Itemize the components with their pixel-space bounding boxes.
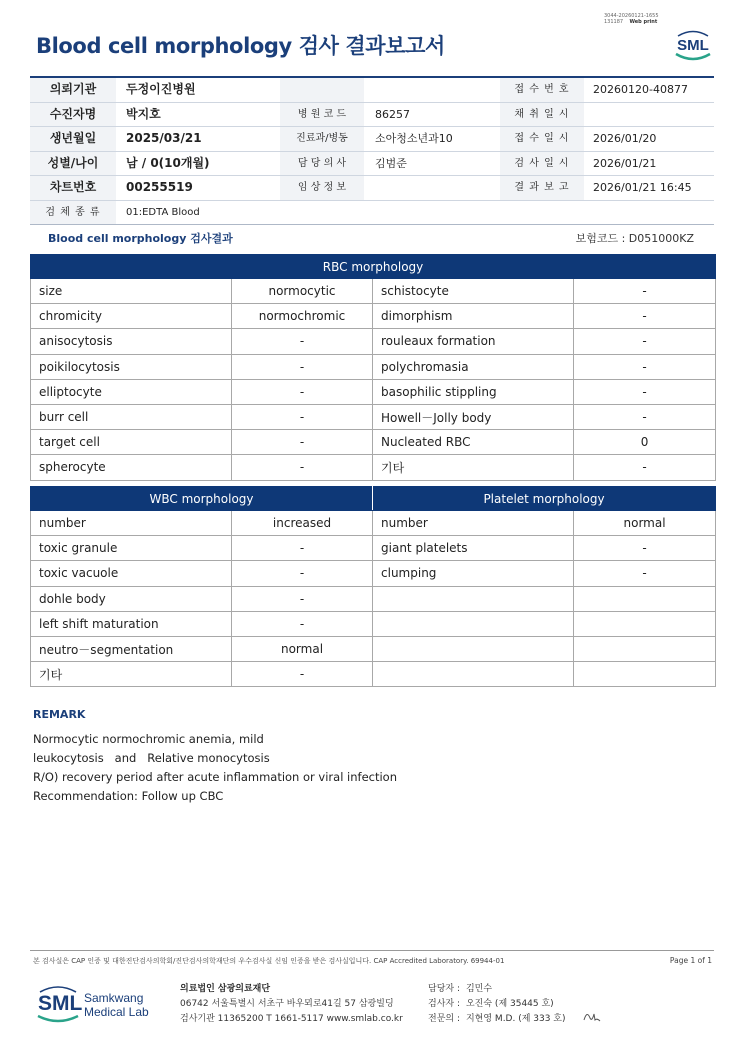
item-value: -	[574, 536, 716, 561]
item-name	[373, 586, 574, 611]
specimen-row	[30, 201, 714, 226]
item-name: polychromasia	[373, 354, 574, 379]
info-label: 진료과/병동	[280, 127, 364, 151]
item-name: target cell	[31, 430, 232, 455]
table-row	[31, 455, 716, 480]
accreditation-note: 본 검사실은 CAP 인증 및 대한진단검사의학회/진단검사의학재단의 우수검사실 신임 인증을 받은 검사실입니다. CAP Accredited Laboratory. 69944-01	[33, 957, 505, 965]
info-value: 00255519	[126, 180, 193, 194]
info-value: 2026/01/21	[593, 156, 657, 170]
item-value	[574, 611, 716, 636]
item-name: dimorphism	[373, 304, 574, 329]
web-print-label: Web print	[629, 19, 658, 25]
patient-info-table	[30, 76, 714, 225]
section-title: Blood cell morphology 검사결과	[48, 232, 233, 245]
item-value: -	[574, 455, 716, 480]
info-label: 의뢰기관	[30, 78, 116, 102]
staff-line	[428, 981, 492, 994]
info-label: 임 상 정 보	[280, 176, 364, 200]
rbc-header: RBC morphology	[31, 255, 716, 279]
info-value: 소아청소년과10	[375, 132, 453, 145]
info-label: 채 취 일 시	[500, 103, 584, 127]
item-value: -	[232, 404, 373, 429]
table-row	[31, 662, 716, 687]
remark-line: R/O) recovery period after acute inflammation or viral infection	[33, 770, 398, 784]
item-name: Nucleated RBC	[373, 430, 574, 455]
item-value	[574, 636, 716, 661]
table-row	[31, 354, 716, 379]
item-name: rouleaux formation	[373, 329, 574, 354]
staff-role: 전문의 :	[428, 1014, 460, 1024]
org-name: 의료법인 삼광의료재단	[180, 984, 271, 994]
staff-name: 지현영 M.D. (제 333 호)	[465, 1014, 566, 1024]
info-value: 박지호	[126, 106, 161, 121]
item-name: spherocyte	[31, 455, 232, 480]
table-row	[31, 329, 716, 354]
footer-divider	[30, 950, 714, 951]
item-value: -	[232, 455, 373, 480]
item-value: -	[232, 586, 373, 611]
report-title: Blood cell morphology 검사 결과보고서	[36, 34, 445, 58]
platelet-header: Platelet morphology	[373, 487, 716, 511]
info-value: 김범준	[375, 156, 407, 170]
item-name: chromicity	[31, 304, 232, 329]
remark-line: Recommendation: Follow up CBC	[33, 789, 224, 803]
item-value: -	[232, 430, 373, 455]
item-value: normal	[232, 636, 373, 661]
item-value: -	[232, 354, 373, 379]
item-value: normocytic	[232, 279, 373, 304]
item-name	[373, 636, 574, 661]
print-code-line2: 131187	[604, 19, 624, 25]
item-value: -	[574, 354, 716, 379]
signature-icon	[582, 1008, 602, 1024]
wbc-platelet-table	[30, 486, 716, 687]
item-name: left shift maturation	[31, 611, 232, 636]
info-label: 성별/나이	[30, 152, 116, 176]
item-name: dohle body	[31, 586, 232, 611]
info-label: 접 수 번 호	[500, 78, 584, 102]
item-value: -	[232, 536, 373, 561]
item-value: -	[232, 611, 373, 636]
rbc-morphology-table	[30, 254, 716, 481]
info-label: 담 당 의 사	[280, 152, 364, 176]
info-value: 86257	[375, 107, 410, 121]
item-value: -	[574, 404, 716, 429]
info-row	[30, 127, 714, 152]
item-name: number	[31, 511, 232, 536]
item-name: toxic granule	[31, 536, 232, 561]
item-name: number	[373, 511, 574, 536]
table-row	[31, 304, 716, 329]
staff-role: 검사자 :	[428, 999, 460, 1009]
print-code	[604, 13, 659, 25]
footer-logo-text: SML	[38, 992, 83, 1015]
info-value: 2026/01/20	[593, 132, 657, 145]
staff-name: 김민수	[465, 984, 493, 994]
table-row	[31, 430, 716, 455]
item-value: increased	[232, 511, 373, 536]
table-row	[31, 511, 716, 536]
remark-title: REMARK	[33, 708, 86, 721]
info-label: 차트번호	[30, 176, 116, 200]
item-value: -	[574, 304, 716, 329]
table-row	[31, 379, 716, 404]
staff-line	[428, 996, 554, 1009]
item-name: anisocytosis	[31, 329, 232, 354]
table-row	[31, 611, 716, 636]
info-row	[30, 78, 714, 103]
info-label	[280, 78, 364, 102]
item-value: -	[574, 561, 716, 586]
insurance-code: 보험코드 : D051000KZ	[575, 232, 694, 245]
item-name: giant platelets	[373, 536, 574, 561]
table-row	[31, 536, 716, 561]
table-row	[31, 404, 716, 429]
remark-line: Normocytic normochromic anemia, mild	[33, 732, 264, 746]
item-value: -	[574, 329, 716, 354]
footer-logo-name2: Medical Lab	[84, 1005, 149, 1019]
info-label: 접 수 일 시	[500, 127, 584, 151]
item-value: -	[574, 379, 716, 404]
item-name: burr cell	[31, 404, 232, 429]
specimen-label: 검 체 종 류	[30, 201, 116, 225]
staff-name: 오진숙 (제 35445 호)	[465, 999, 554, 1009]
item-name: schistocyte	[373, 279, 574, 304]
item-name: size	[31, 279, 232, 304]
table-row	[31, 561, 716, 586]
info-label: 결 과 보 고	[500, 176, 584, 200]
item-value: -	[232, 329, 373, 354]
info-row	[30, 152, 714, 177]
staff-line	[428, 1011, 566, 1024]
info-row	[30, 103, 714, 128]
item-value	[574, 586, 716, 611]
info-value: 2025/03/21	[126, 131, 202, 145]
table-row	[31, 586, 716, 611]
info-label: 병 원 코 드	[280, 103, 364, 127]
item-name	[373, 611, 574, 636]
item-name: clumping	[373, 561, 574, 586]
item-name: elliptocyte	[31, 379, 232, 404]
samkwang-logo-icon	[36, 980, 156, 1026]
staff-role: 담당자 :	[428, 984, 460, 994]
sml-logo-text: SML	[677, 37, 709, 54]
item-value	[574, 662, 716, 687]
table-row	[31, 279, 716, 304]
item-value: -	[232, 561, 373, 586]
item-value: -	[232, 662, 373, 687]
sml-logo-icon	[672, 26, 714, 64]
org-address: 06742 서울특별시 서초구 바우뫼로41길 57 삼광빌딩	[180, 999, 394, 1009]
info-value: 남 / 0(10개월)	[126, 155, 210, 170]
info-row	[30, 176, 714, 201]
info-value: 두정이진병원	[126, 82, 196, 96]
info-value: 2026/01/21 16:45	[593, 181, 692, 194]
wbc-header: WBC morphology	[31, 487, 373, 511]
item-name: Howell－Jolly body	[373, 404, 574, 429]
item-value: normal	[574, 511, 716, 536]
item-name: 기타	[31, 662, 232, 687]
item-value: 0	[574, 430, 716, 455]
footer-logo-name1: Samkwang	[84, 991, 144, 1005]
item-name: 기타	[373, 455, 574, 480]
remark-line: leukocytosis and Relative monocytosis	[33, 751, 270, 765]
info-label: 수진자명	[30, 103, 116, 127]
item-name	[373, 662, 574, 687]
info-label: 생년월일	[30, 127, 116, 151]
page-number: Page 1 of 1	[669, 956, 712, 965]
info-value: 20260120-40877	[593, 83, 688, 96]
item-value: normochromic	[232, 304, 373, 329]
item-name: poikilocytosis	[31, 354, 232, 379]
info-label: 검 사 일 시	[500, 152, 584, 176]
item-value: -	[232, 379, 373, 404]
specimen-value: 01:EDTA Blood	[126, 206, 200, 218]
item-name: toxic vacuole	[31, 561, 232, 586]
remark-text	[33, 730, 397, 806]
item-name: neutro－segmentation	[31, 636, 232, 661]
print-code-line1: 3044-20260121-1655	[604, 13, 659, 19]
item-name: basophilic stippling	[373, 379, 574, 404]
table-row	[31, 636, 716, 661]
item-value: -	[574, 279, 716, 304]
org-contact: 검사기관 11365200 T 1661-5117 www.smlab.co.kr	[180, 1014, 403, 1024]
